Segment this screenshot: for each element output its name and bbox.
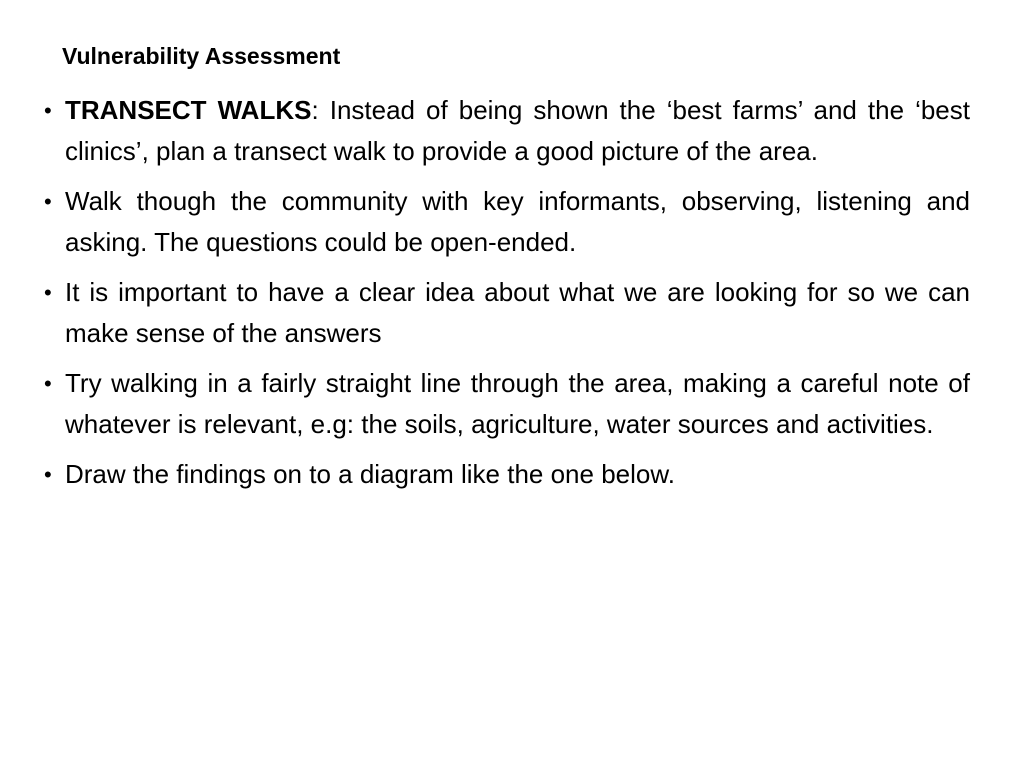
bullet-icon: •	[44, 462, 52, 487]
bullet-icon: •	[44, 280, 52, 305]
bullet-icon: •	[44, 371, 52, 396]
bullet-list	[44, 90, 970, 504]
bullet-text: : Instead of being shown the ‘best farms’ and the ‘best clinics’, plan a transect walk to provide a good picture of the area.	[65, 95, 970, 166]
bullet-item-draw-findings	[44, 454, 970, 495]
bullet-item-clear-idea	[44, 272, 970, 354]
bullet-item-straight-line	[44, 363, 970, 445]
slide-title: Vulnerability Assessment	[62, 43, 341, 69]
bullet-lead: TRANSECT WALKS	[65, 95, 312, 125]
bullet-text: It is important to have a clear idea about what we are looking for so we can make sense of the answers	[65, 277, 970, 348]
bullet-item-walk-through	[44, 181, 970, 263]
bullet-item-transect-walks	[44, 90, 970, 172]
bullet-icon: •	[44, 98, 52, 123]
bullet-text: Try walking in a fairly straight line through the area, making a careful note of whatever is relevant, e.g: the soils, agriculture, water sources and activities.	[65, 368, 970, 439]
bullet-text: Draw the findings on to a diagram like the one below.	[65, 459, 675, 489]
bullet-text: Walk though the community with key informants, observing, listening and asking. The questions could be open-ended.	[65, 186, 970, 257]
bullet-icon: •	[44, 189, 52, 214]
